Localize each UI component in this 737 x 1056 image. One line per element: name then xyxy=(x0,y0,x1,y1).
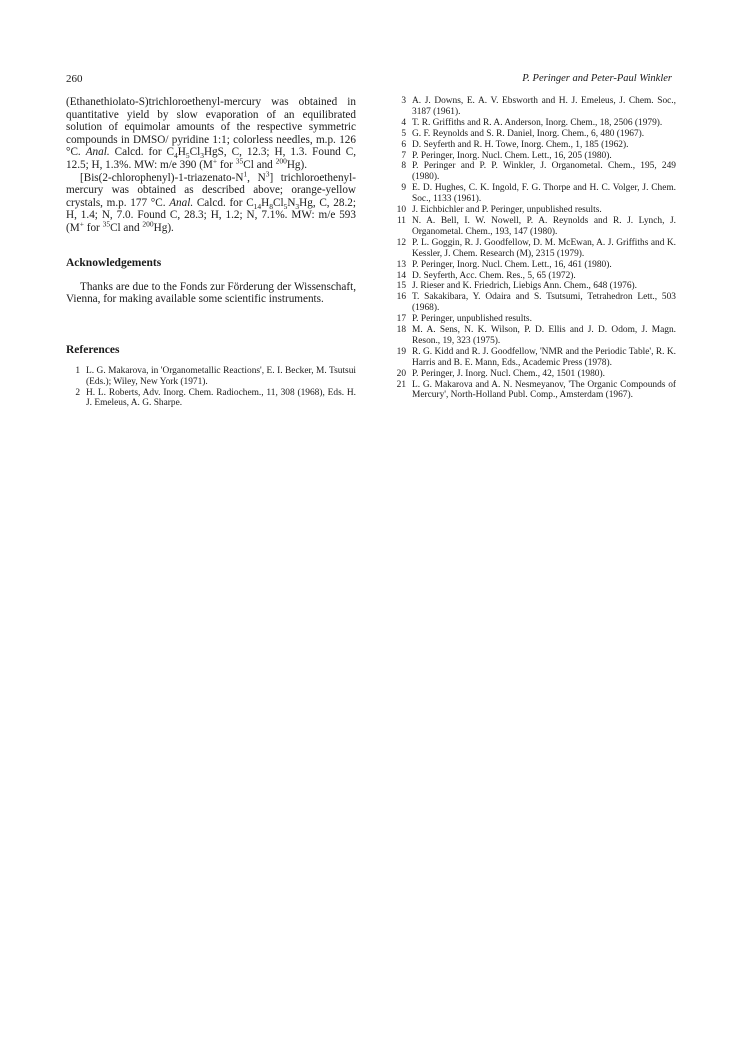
reference-number: 19 xyxy=(396,346,406,357)
references-heading: References xyxy=(66,343,120,356)
paragraph-triazenato: [$Bis(2-chlorophenyl)-1-triazenato-N^1$, $N^3$] trichloroethenyl-mercury was obtained as described above; orange-yellow crystals, m.p. 177 °C. Anal. Calcd. for $C_{14}H_8Cl_5N_3Hg$, C, 28.2; H, 1.4; N, 7.0. Found C, 28.3; H, 1.2; N, 7.1%. MW: m/e 593 (M+ for $^{35}$Cl and $^{200}$Hg). xyxy=(66,168,356,234)
reference-text: N. A. Bell, I. W. Nowell, P. A. Reynolds and R. J. Lynch, J. Organometal. Chem., 193, 147 (1980). xyxy=(412,215,676,237)
reference-text: P. Peringer, unpublished results. xyxy=(412,314,532,325)
reference-number: 18 xyxy=(396,325,406,336)
reference-text: P. Peringer and P. P. Winkler, J. Organometal. Chem., 195, 249 (1980). xyxy=(412,161,676,183)
reference-text: R. G. Kidd and R. J. Goodfellow, 'NMR and the Periodic Table', R. K. Harris and B. E. Mann, Eds., Academic Press (1978). xyxy=(412,346,676,368)
reference-number: 8 xyxy=(401,161,406,172)
reference-text: T. Sakakibara, Y. Odaira and S. Tsutsumi, Tetrahedron Lett., 503 (1968). xyxy=(412,292,676,314)
reference-text: P. L. Goggin, R. J. Goodfellow, D. M. McEwan, A. J. Griffiths and K. Kessler, J. Chem. Research (M), 2315 (1979). xyxy=(412,237,676,259)
right-column xyxy=(393,96,676,401)
acknowledgements-heading: Acknowledgements xyxy=(66,256,162,269)
left-column xyxy=(66,96,356,409)
page-header xyxy=(66,73,672,87)
reference-number: 2 xyxy=(75,387,80,398)
reference-number: 15 xyxy=(396,281,406,292)
page-number: 260 xyxy=(66,73,83,85)
reference-text: D. Seyferth and R. H. Towe, Inorg. Chem., 1, 185 (1962). xyxy=(412,139,629,150)
reference-item xyxy=(66,366,356,388)
reference-number: 5 xyxy=(401,128,406,139)
reference-number: 4 xyxy=(401,117,406,128)
reference-number: 14 xyxy=(396,270,406,281)
reference-text: G. F. Reynolds and S. R. Daniel, Inorg. Chem., 6, 480 (1967). xyxy=(412,128,645,139)
reference-number: 7 xyxy=(401,150,406,161)
reference-number: 1 xyxy=(75,365,80,376)
paragraph-ethanethiolato: (Ethanethiolato-S)trichloroethenyl-mercury was obtained in quantitative yield by slow evaporation of an equilibrated solution of equimolar amounts of the respective symmetric compounds in DMSO/ pyridine 1:1; colorless needles, m.p. 126 °C. Anal. Calcd. for $C_4H_5Cl_3HgS$, C, 12.3; H, 1.3. Found C, 12.5; H, 1.3%. MW: m/e 390 (M+ for $^{35}$Cl and $^{200}$Hg). xyxy=(66,96,356,171)
reference-number: 21 xyxy=(396,379,406,390)
reference-text: E. D. Hughes, C. K. Ingold, F. G. Thorpe and H. C. Volger, J. Chem. Soc., 1133 (1961). xyxy=(412,183,676,205)
reference-text: P. Peringer, J. Inorg. Nucl. Chem., 42, 1501 (1980). xyxy=(412,368,605,379)
reference-number: 12 xyxy=(396,237,406,248)
reference-number: 20 xyxy=(396,368,406,379)
reference-number: 3 xyxy=(401,96,406,106)
reference-number: 17 xyxy=(396,314,406,325)
reference-number: 16 xyxy=(396,292,406,303)
reference-text: D. Seyferth, Acc. Chem. Res., 5, 65 (1972). xyxy=(412,270,576,281)
acknowledgements-text: Thanks are due to the Fonds zur Förderung der Wissenschaft, Vienna, for making available some scientific instruments. xyxy=(66,280,356,306)
reference-text: L. G. Makarova and A. N. Nesmeyanov, 'The Organic Compounds of Mercury', North-Holland Publ. Comp., Amsterdam (1967). xyxy=(412,379,676,401)
running-title: P. Peringer and Peter-Paul Winkler xyxy=(522,73,672,84)
reference-text: J. Eichbichler and P. Peringer, unpublished results. xyxy=(412,205,602,216)
reference-number: 6 xyxy=(401,139,406,150)
reference-text: A. J. Downs, E. A. V. Ebsworth and H. J. Emeleus, J. Chem. Soc., 3187 (1961). xyxy=(412,96,676,117)
reference-text: J. Rieser and K. Friedrich, Liebigs Ann. Chem., 648 (1976). xyxy=(412,281,637,292)
reference-number: 10 xyxy=(396,205,406,216)
reference-number: 13 xyxy=(396,259,406,270)
reference-text: H. L. Roberts, Adv. Inorg. Chem. Radiochem., 11, 308 (1968), Eds. H. J. Emeleus, A. G. Sharpe. xyxy=(86,387,356,409)
reference-text: P. Peringer, Inorg. Nucl. Chem. Lett., 16, 461 (1980). xyxy=(412,259,612,270)
reference-text: P. Peringer, Inorg. Nucl. Chem. Lett., 16, 205 (1980). xyxy=(412,150,612,161)
reference-number: 9 xyxy=(401,183,406,194)
reference-text: T. R. Griffiths and R. A. Anderson, Inorg. Chem., 18, 2506 (1979). xyxy=(412,117,663,128)
reference-number: 11 xyxy=(396,215,406,226)
reference-text: L. G. Makarova, in 'Organometallic Reactions', E. I. Becker, M. Tsutsui (Eds.); Wiley, New York (1971). xyxy=(86,365,356,387)
reference-item xyxy=(66,388,356,410)
reference-text: M. A. Sens, N. K. Wilson, P. D. Ellis and J. D. Odom, J. Magn. Reson., 19, 323 (1975). xyxy=(412,325,676,346)
